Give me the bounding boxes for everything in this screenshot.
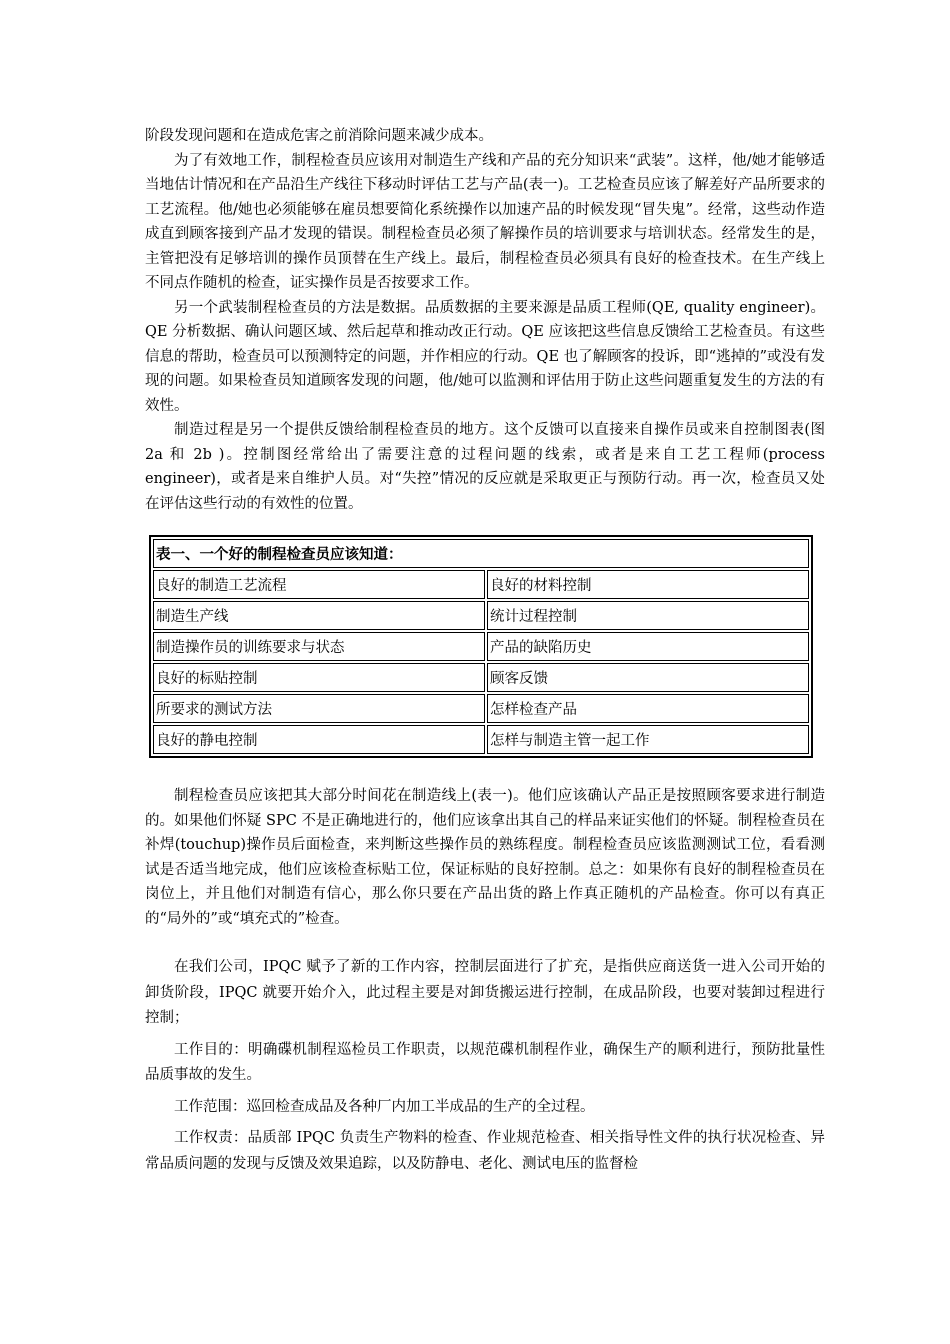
table-title: 表一、一个好的制程检查员应该知道： (153, 539, 809, 568)
table-cell: 良好的标贴控制 (153, 663, 485, 692)
table-row (153, 725, 809, 754)
table-cell: 良好的材料控制 (487, 570, 809, 599)
table-title-row (153, 539, 809, 568)
table-row (153, 632, 809, 661)
table-cell: 所要求的测试方法 (153, 694, 485, 723)
table-row (153, 601, 809, 630)
paragraph-inspector-duties: 制程检查员应该把其大部分时间花在制造线上(表一)。他们应该确认产品正是按照顾客要求进行制造的。如果他们怀疑 SPC 不是正确地进行的，他们应该拿出其自己的样品来证实他们的怀疑。制程检查员在补焊(touchup)操作员后面检查，来判断这些操作员的熟练程度。制程检查员应该监测测试工位，看看测试是否适当地完成，他们应该检查标贴工位，保证标贴的良好控制。总之：如果你有良好的制程检查员在岗位上，并且他们对制造有信心，那么你只要在产品出货的路上作真正随机的产品检查。你可以有真正的“局外的”或“填充式的”检查。 (145, 788, 825, 927)
inspector-knowledge-table (149, 535, 813, 758)
document-page (145, 124, 825, 1177)
table-cell: 怎样与制造主管一起工作 (487, 725, 809, 754)
table-cell: 统计过程控制 (487, 601, 809, 630)
paragraph-arming-data: 另一个武装制程检查员的方法是数据。品质数据的主要来源是品质工程师(QE, quality engineer)。QE 分析数据、确认问题区域、然后起草和推动改正行动。QE 应该把这些信息反馈给工艺检查员。有这些信息的帮助，检查员可以预测特定的问题，并作相应的行动。QE 也了解顾客的投诉，即“逃掉的”或没有发现的问题。如果检查员知道顾客发现的问题，他/她可以监测和评估用于防止这些问题重复发生的方法的有效性。 (145, 299, 825, 414)
table-cell: 制造生产线 (153, 601, 485, 630)
paragraph-work-scope: 工作范围：巡回检查成品及各种厂内加工半成品的生产的全过程。 (174, 1098, 595, 1115)
table-cell: 顾客反馈 (487, 663, 809, 692)
paragraph-work-authority: 工作权责：品质部 IPQC 负责生产物料的检查、作业规范检查、相关指导性文件的执行状况检查、异常品质问题的发现与反馈及效果追踪，以及防静电、老化、测试电压的监督检 (145, 1130, 825, 1172)
company-ipqc-section (145, 955, 825, 1177)
paragraph-arming-knowledge: 为了有效地工作，制程检查员应该用对制造生产线和产品的充分知识来“武装”。这样，他/她才能够适当地估计情况和在产品沿生产线往下移动时评估工艺与产品(表一)。工艺检查员应该了解差好产品所要求的工艺流程。他/她也必须能够在雇员想要简化系统操作以加速产品的时候发现“冒失鬼”。经常，这些动作造成直到顾客接到产品才发现的错误。制程检查员必须了解操作员的培训要求与培训状态。经常发生的是，主管把没有足够培训的操作员顶替在生产线上。最后，制程检查员必须具有良好的检查技术。在生产线上不同点作随机的检查，证实操作员是否按要求工作。 (145, 152, 825, 291)
table-row (153, 570, 809, 599)
paragraph-work-purpose: 工作目的：明确碟机制程巡检员工作职责，以规范碟机制程作业，确保生产的顺利进行，预防批量性品质事故的发生。 (145, 1041, 825, 1083)
paragraph-intro-tail: 阶段发现问题和在造成危害之前消除问题来减少成本。 (145, 128, 493, 144)
table-cell: 产品的缺陷历史 (487, 632, 809, 661)
table-row (153, 694, 809, 723)
paragraph-company-ipqc: 在我们公司，IPQC 赋予了新的工作内容，控制层面进行了扩充，是指供应商送货一进入公司开始的卸货阶段，IPQC 就要开始介入，此过程主要是对卸货搬运进行控制，在成品阶段，也要对装卸过程进行控制； (145, 959, 825, 1026)
table-row (153, 663, 809, 692)
table-cell: 怎样检查产品 (487, 694, 809, 723)
table-cell: 制造操作员的训练要求与状态 (153, 632, 485, 661)
table-cell: 良好的静电控制 (153, 725, 485, 754)
table-cell: 良好的制造工艺流程 (153, 570, 485, 599)
paragraph-process-feedback: 制造过程是另一个提供反馈给制程检查员的地方。这个反馈可以直接来自操作员或来自控制图表(图 2a 和 2b )。控制图经常给出了需要注意的过程问题的线索，或者是来自工艺工程师(process engineer)，或者是来自维护人员。对“失控”情况的反应就是采取更正与预防行动。再一次，检查员又处在评估这些行动的有效性的位置。 (145, 422, 825, 512)
